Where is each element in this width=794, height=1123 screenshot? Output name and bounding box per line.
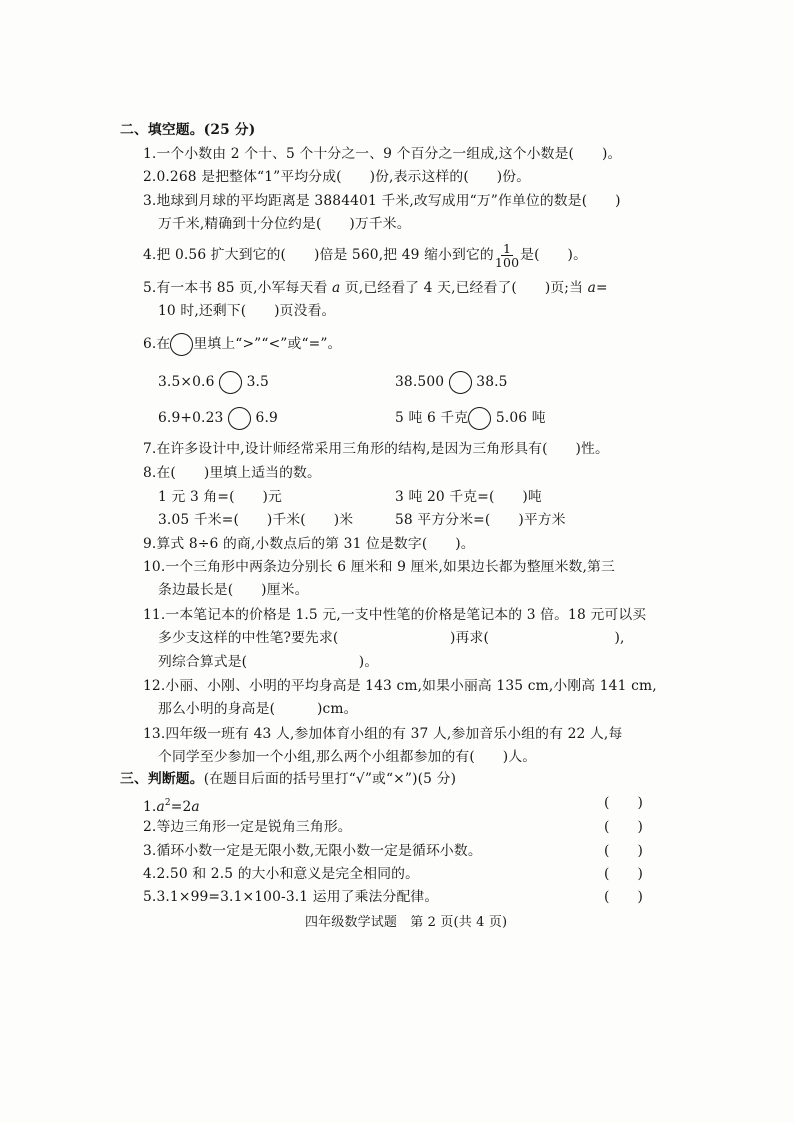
answer-circle-icon <box>228 407 251 430</box>
question-8-item-1: 1 元 3 角=( )元 <box>158 489 282 505</box>
fraction-1-100 <box>495 242 519 269</box>
fraction-denominator: 100 <box>494 255 520 270</box>
judge-1-number: 1. <box>143 799 157 815</box>
compare-item-2 <box>395 370 508 394</box>
judge-2-text: 2.等边三角形一定是锐角三角形。 <box>143 819 352 835</box>
question-10-line-2: 条边最长是( )厘米。 <box>158 582 309 598</box>
answer-parentheses: ( ) <box>604 866 643 882</box>
question-10-line-1: 10.一个三角形中两条边分别长 6 厘米和 9 厘米,如果边长都为整厘米数,第三 <box>143 559 615 575</box>
question-3-line-1: 3.地球到月球的平均距离是 3884401 千米,改写成用“万”作单位的数是( ) <box>143 193 621 209</box>
question-8-title: 8.在( )里填上适当的数。 <box>143 465 321 481</box>
question-5-line-1 <box>143 279 608 297</box>
compare-right: 38.5 <box>476 374 508 390</box>
question-7: 7.在许多设计中,设计师经常采用三角形的结构,是因为三角形具有( )性。 <box>143 441 609 457</box>
compare-item-4 <box>395 406 546 430</box>
compare-item-1 <box>158 370 269 394</box>
superscript-2: 2 <box>164 798 171 808</box>
section-3-title-bold: 三、判断题。 <box>120 771 204 787</box>
question-8-item-4: 58 平方分米=( )平方米 <box>395 512 566 528</box>
compare-left: 38.500 <box>395 374 445 390</box>
section-3-instructions: (在题目后面的括号里打“√”或“×”)(5 分) <box>203 771 457 787</box>
question-5-text-c: = <box>595 280 608 296</box>
question-13-line-2: 个同学至少参加一个小组,那么两个小组都参加的有( )人。 <box>158 749 537 765</box>
question-6-text-a: 6.在 <box>143 336 171 352</box>
question-12-line-2: 那么小明的身高是( )cm。 <box>158 701 358 717</box>
variable-a: a <box>156 799 165 815</box>
answer-circle-icon <box>219 371 242 394</box>
question-5-text-a: 5.有一本书 85 页,小军每天看 <box>143 280 332 296</box>
question-5-text-b: 页,已经看了 4 天,已经看了( )页;当 <box>340 280 588 296</box>
question-4-text-after: 是( )。 <box>520 247 588 263</box>
question-8-item-2: 3 吨 20 千克=( )吨 <box>395 489 542 505</box>
page-footer: 四年级数学试题 第 2 页(共 4 页) <box>305 915 508 930</box>
compare-item-3 <box>158 406 278 430</box>
variable-a: a <box>331 280 341 296</box>
variable-a: a <box>191 799 200 815</box>
question-6-title <box>143 332 342 356</box>
section-2-title: 二、填空题。(25 分) <box>120 122 256 138</box>
question-3-line-2: 万千米,精确到十分位约是( )万千米。 <box>158 216 411 232</box>
judge-item-1 <box>143 794 643 816</box>
answer-circle-icon <box>170 333 193 356</box>
judge-item-2 <box>143 818 643 836</box>
judge-4-text: 4.2.50 和 2.5 的大小和意义是完全相同的。 <box>143 866 420 882</box>
fraction-numerator: 1 <box>502 241 512 256</box>
compare-right: 3.5 <box>246 374 269 390</box>
section-3-title <box>120 770 456 788</box>
question-4 <box>143 240 587 270</box>
judge-3-text: 3.循环小数一定是无限小数,无限小数一定是循环小数。 <box>143 843 482 859</box>
question-12-line-1: 12.小丽、小刚、小明的平均身高是 143 cm,如果小丽高 135 cm,小刚高 141 cm, <box>143 678 657 694</box>
judge-item-4 <box>143 865 643 883</box>
answer-parentheses: ( ) <box>604 843 643 859</box>
question-2: 2.0.268 是把整体“1”平均分成( )份,表示这样的( )份。 <box>143 169 531 185</box>
variable-a: a <box>587 280 596 296</box>
question-11-line-3: 列综合算式是( )。 <box>158 654 379 670</box>
judge-1-equals: =2 <box>170 799 192 815</box>
answer-circle-icon <box>449 371 472 394</box>
compare-left: 5 吨 6 千克 <box>395 410 469 426</box>
answer-parentheses: ( ) <box>604 889 643 905</box>
answer-parentheses: ( ) <box>604 795 643 811</box>
answer-parentheses: ( ) <box>604 819 643 835</box>
judge-item-5 <box>143 888 643 906</box>
judge-5-text: 5.3.1×99=3.1×100-3.1 运用了乘法分配律。 <box>143 889 439 905</box>
answer-circle-icon <box>468 407 491 430</box>
judge-item-3 <box>143 842 643 860</box>
question-4-text-before: 4.把 0.56 扩大到它的( )倍是 560,把 49 缩小到它的 <box>143 247 494 263</box>
question-6-text-b: 里填上“>”“<”或“=”。 <box>193 336 342 352</box>
question-11-line-1: 11.一本笔记本的价格是 1.5 元,一支中性笔的价格是笔记本的 3 倍。18 元可以买 <box>143 607 647 623</box>
question-11-line-2: 多少支这样的中性笔?要先求( )再求( ), <box>158 630 625 646</box>
question-5-line-2: 10 时,还剩下( )页没看。 <box>158 303 336 319</box>
compare-left: 6.9+0.23 <box>158 410 224 426</box>
compare-right: 6.9 <box>255 410 278 426</box>
question-9: 9.算式 8÷6 的商,小数点后的第 31 位是数字( )。 <box>143 536 475 552</box>
question-1: 1.一个小数由 2 个十、5 个十分之一、9 个百分之一组成,这个小数是( )。 <box>143 146 622 162</box>
compare-left: 3.5×0.6 <box>158 374 215 390</box>
question-13-line-1: 13.四年级一班有 43 人,参加体育小组的有 37 人,参加音乐小组的有 22 人,每 <box>143 726 623 742</box>
question-8-item-3: 3.05 千米=( )千米( )米 <box>158 512 354 528</box>
compare-right: 5.06 吨 <box>495 410 546 426</box>
